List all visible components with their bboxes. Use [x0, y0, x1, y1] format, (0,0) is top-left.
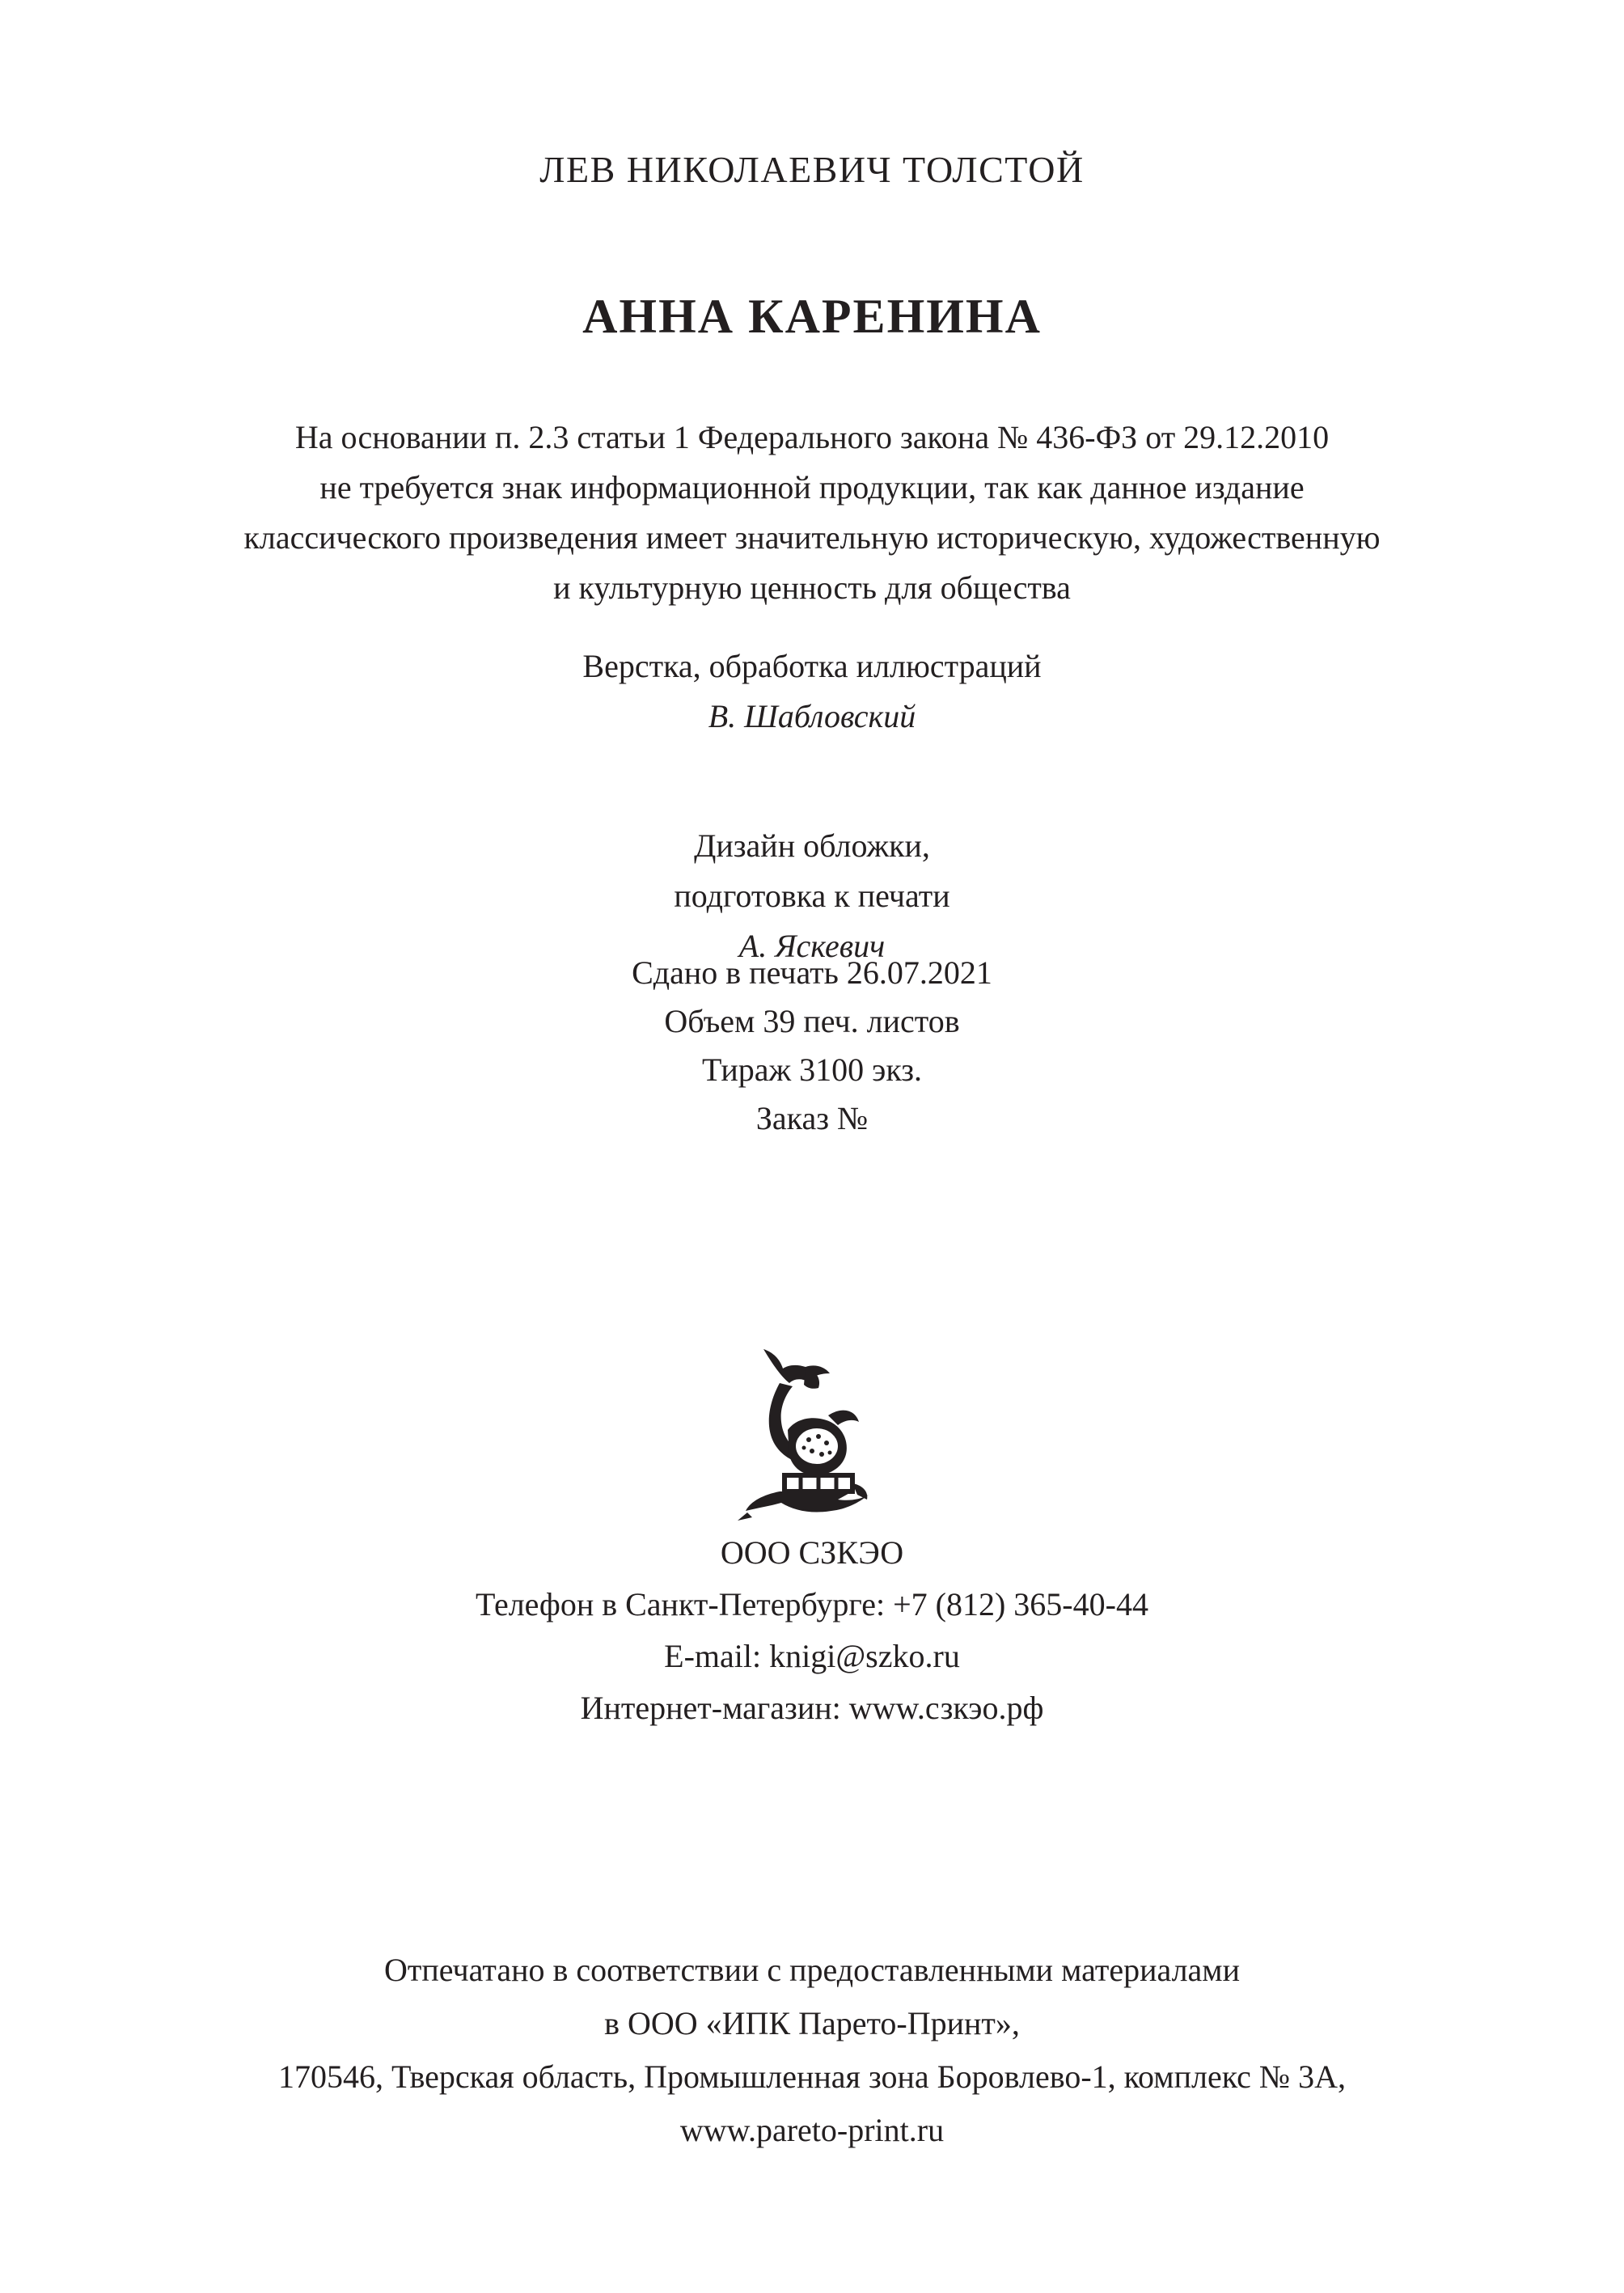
cover-person: А. Яскевич [738, 928, 886, 964]
print-order: Заказ № [755, 1100, 869, 1136]
notice-line: не требуется знак информационной продукции, так как данное издание [319, 469, 1305, 506]
notice-line: классического произведения имеет значительную историческую, художественную [243, 519, 1381, 556]
legal-notice [0, 412, 1624, 613]
print-circulation: Тираж 3100 экз. [701, 1051, 923, 1088]
author-name [0, 146, 1624, 194]
cover-role: Дизайн обложки, [694, 827, 930, 864]
publisher-phone: Телефон в Санкт-Петербурге: +7 (812) 365-40-44 [476, 1586, 1148, 1622]
notice-line: и культурную ценность для общества [553, 569, 1071, 606]
sent-to-print: Сдано в печать 26.07.2021 [632, 954, 992, 991]
book-title [0, 287, 1624, 345]
publisher-name: ООО СЗКЭО [720, 1534, 904, 1571]
publisher-info [0, 1527, 1624, 1734]
layout-person: В. Шабловский [708, 698, 916, 734]
printer-line: www.pareto-print.ru [679, 2112, 945, 2148]
layout-credit [0, 641, 1624, 742]
printer-line: 170546, Тверская область, Промышленная зона Боровлево-1, комплекс № 3А, [278, 2058, 1346, 2095]
author-line: ЛЕВ НИКОЛАЕВИЧ ТОЛСТОЙ [539, 149, 1085, 190]
publisher-email: E-mail: knigi@szko.ru [664, 1638, 960, 1674]
dragon-emblem-icon [731, 1341, 893, 1527]
printer-line: в ООО «ИПК Парето-Принт», [604, 2005, 1020, 2041]
notice-line: На основании п. 2.3 статьи 1 Федерального закона № 436-ФЗ от 29.12.2010 [294, 419, 1330, 455]
print-details [0, 949, 1624, 1143]
dragon-emblem-graphic [731, 1341, 893, 1527]
cover-role: подготовка к печати [674, 878, 950, 914]
title-line: АННА КАРЕНИНА [582, 290, 1042, 343]
print-volume: Объем 39 печ. листов [664, 1003, 960, 1039]
printer-line: Отпечатано в соответствии с предоставленными материалами [383, 1952, 1241, 1988]
publisher-shop: Интернет-магазин: www.сзкэо.рф [580, 1690, 1044, 1726]
printer-info [0, 1944, 1624, 2157]
layout-role: Верстка, обработка иллюстраций [582, 648, 1042, 684]
